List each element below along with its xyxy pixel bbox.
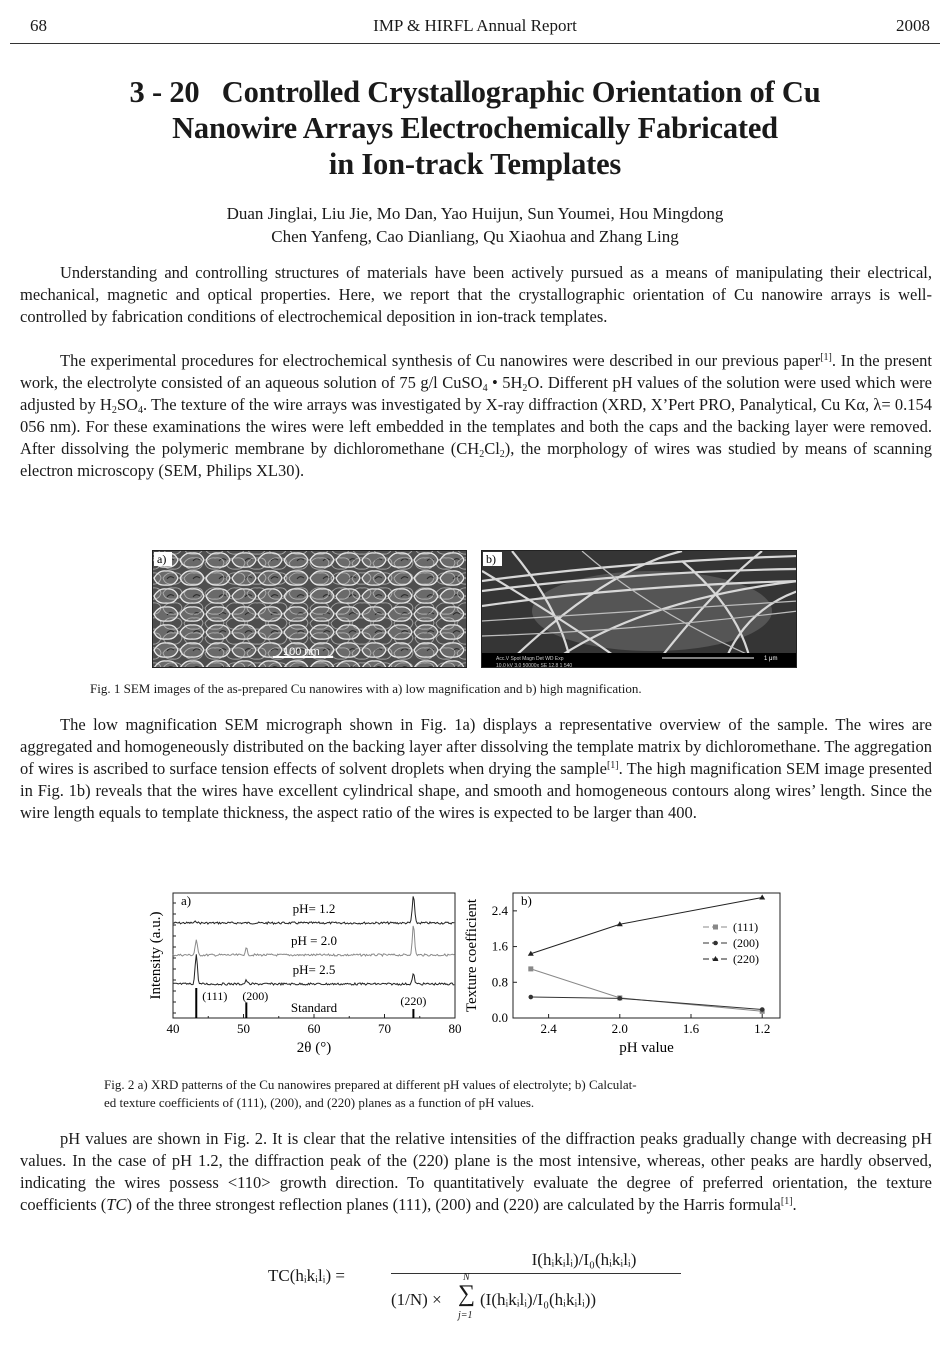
panel-label-b: b) <box>483 552 502 566</box>
x-tick-label: 2.4 <box>540 1021 557 1036</box>
x-tick-label: 40 <box>166 1021 180 1036</box>
paragraph-text: ) of the three strongest reflection planes (111), (200) and (220) are calculated by the Harris formula <box>126 1195 781 1214</box>
texture-coefficient-chart <box>460 885 790 1060</box>
citation-ref[interactable]: [1] <box>606 760 619 771</box>
formula-lhs: TC(hᵢkᵢlᵢ) = <box>268 1266 345 1285</box>
sem-image-high-magnification <box>481 550 797 668</box>
peak-label: (111) <box>202 989 228 1003</box>
data-point-triangle <box>759 894 765 899</box>
sem-image-low-magnification <box>152 550 467 668</box>
figure1-caption: Fig. 1 SEM images of the as-prepared Cu nanowires with a) low magnification and b) high magnification. <box>90 681 642 696</box>
data-point-circle <box>760 1007 765 1012</box>
paragraph-text: . <box>792 1195 797 1214</box>
article-title <box>0 74 950 182</box>
paragraph-text: pH values are shown in Fig. 2. It is clear that the relative intensities of the diffraction peaks gradually change with decreasing pH values. In the case of pH 1.2, the diffraction peak of the (220) plane is the most intensive, whereas, other peaks are hardly observed, indicating the wires possess <110> growth direction. To quantitatively evaluate the degree of preferred orientation, the texture coefficients ( <box>20 1129 932 1214</box>
scale-bar-label: 100 nm <box>283 646 320 658</box>
fraction-bar <box>391 1273 681 1274</box>
data-point-square <box>528 966 533 971</box>
panel-label-a: a) <box>154 552 172 566</box>
x-axis-label: pH value <box>619 1040 674 1056</box>
x-tick-label: 1.2 <box>754 1021 771 1036</box>
paragraph-text: • 5H <box>487 373 523 392</box>
caption-line: Fig. 2 a) XRD patterns of the Cu nanowires prepared at different pH values of electrolyte; b) Calculat- <box>104 1077 637 1092</box>
data-point-circle <box>618 996 623 1001</box>
y-axis-label: Texture coefficient <box>464 898 480 1013</box>
paragraph-text: . In the present work, the electrolyte consisted of an aqueous solution of 75 g/l CuSO <box>20 351 932 392</box>
caption-line: ed texture coefficients of (111), (200), and (220) planes as a function of pH values. <box>104 1095 535 1110</box>
series-line <box>531 969 762 1011</box>
cell-network-pattern <box>153 551 467 668</box>
data-point-circle <box>529 995 534 1000</box>
x-tick-label: 50 <box>237 1021 250 1036</box>
series-label: pH= 2.5 <box>292 962 336 977</box>
formula-denominator-prefix: (1/N) × <box>391 1290 442 1309</box>
paragraph-text: TC <box>106 1195 127 1214</box>
paragraph-methods <box>20 350 932 482</box>
citation-ref[interactable]: [1] <box>820 352 832 363</box>
x-tick-label: 60 <box>307 1021 321 1036</box>
series-line <box>531 897 762 953</box>
data-point-square <box>713 925 718 930</box>
peak-label: (200) <box>242 989 269 1003</box>
paragraph-text: O. Different pH values of the solution were used which were adjusted by H <box>20 373 932 414</box>
running-header <box>20 16 930 42</box>
series-label: pH= 1.2 <box>292 901 336 916</box>
subscript: 4 <box>137 405 143 416</box>
paragraph-text: . The texture of the wire arrays was investigated by X-ray diffraction (XRD, X’Pert PRO, Panalytical, Cu Kα, λ= 0.154 056 nm). For these examinations the wires were left embedded in the templates and both the caps and the backing layer were removed. After dissolving the polymeric membrane by dichloromethane (CH <box>20 395 933 458</box>
data-point-circle <box>713 941 718 946</box>
y-tick-label: 0.8 <box>491 974 508 990</box>
sum-upper-limit: N <box>463 1272 470 1283</box>
panel-label: b) <box>521 893 532 908</box>
page-number: 68 <box>30 16 47 35</box>
y-tick-label: 2.4 <box>491 902 508 918</box>
legend-label: (220) <box>733 952 759 966</box>
peak-label: (220) <box>400 994 427 1008</box>
x-tick-label: 2.0 <box>611 1021 628 1036</box>
figure2-caption <box>104 1076 637 1112</box>
subscript: 2 <box>111 405 117 416</box>
paragraph-text: . The high magnification SEM image presented in Fig. 1b) reveals that the wires have excellent cylindrical shape, and smooth and homogeneous contours along wires’ length. Since the wire length equals to template thickness, the aspect ratio of the wires is expected to be larger than 400. <box>20 759 932 822</box>
xrd-chart <box>140 885 470 1060</box>
year: 2008 <box>896 16 930 35</box>
paragraph-text: SO <box>116 395 138 414</box>
y-tick-label: 1.6 <box>491 938 508 954</box>
author-list <box>0 202 950 248</box>
sem-info-line: 10.0 kV 3.0 50000x SE 12.8 1 540 <box>496 663 573 668</box>
paragraph-sem-results <box>20 714 932 824</box>
sum-symbol: ∑ <box>458 1281 476 1307</box>
author-line: Duan Jinglai, Liu Jie, Mo Dan, Yao Huijun, Sun Youmei, Hou Mingdong <box>226 204 724 223</box>
scale-bar-label: 1 μm <box>764 656 778 662</box>
x-tick-label: 80 <box>448 1021 462 1036</box>
x-tick-label: 70 <box>378 1021 391 1036</box>
paragraph-text: Cl <box>484 439 500 458</box>
subscript: 4 <box>482 383 488 394</box>
x-tick-label: 1.6 <box>682 1021 700 1036</box>
running-title: IMP & HIRFL Annual Report <box>373 16 577 35</box>
sem-info-line: Acc.V Spot Magn Det WD Exp <box>496 656 564 662</box>
paragraph-text: The experimental procedures for electrochemical synthesis of Cu nanowires were described in our previous paper <box>60 351 821 370</box>
header-rule <box>10 43 940 44</box>
subscript: 2 <box>499 449 505 460</box>
subscript: 2 <box>479 449 485 460</box>
nanowire-pattern <box>482 551 797 668</box>
legend-label: (111) <box>733 920 759 934</box>
paragraph-xrd-results <box>20 1128 932 1216</box>
legend-label: (200) <box>733 936 759 950</box>
citation-ref[interactable]: [1] <box>780 1196 793 1207</box>
sum-lower-limit: j=1 <box>458 1310 473 1321</box>
xrd-chart-svg <box>140 885 470 1060</box>
y-axis-label: Intensity (a.u.) <box>148 911 164 1000</box>
paragraph-text: Understanding and controlling structures of materials have been actively pursued as a means of manipulating their electrical, mechanical, magnetic and optical properties. Here, we report that the crystallographic orientation of Cu nanowire arrays is well-controlled by fabrication conditions of electrochemical deposition in ion-track templates. <box>20 263 932 326</box>
title-line: Nanowire Arrays Electrochemically Fabricated <box>172 111 778 145</box>
paragraph-text: ), the morphology of wires was studied by means of scanning electron microscopy (SEM, Philips XL30). <box>20 439 932 480</box>
texture-chart-svg <box>460 885 790 1060</box>
paragraph-intro <box>20 262 932 328</box>
panel-label: a) <box>181 893 192 908</box>
title-line: 3 - 20 Controlled Crystallographic Orientation of Cu <box>129 75 821 109</box>
author-line: Chen Yanfeng, Cao Dianliang, Qu Xiaohua and Zhang Ling <box>271 227 679 246</box>
formula-denominator-body: (I(hᵢkᵢlᵢ)/I₀(hᵢkᵢlᵢ)) <box>480 1290 597 1309</box>
title-line: in Ion-track Templates <box>328 147 622 181</box>
subscript: 2 <box>522 383 528 394</box>
series-label: Standard <box>290 1000 338 1015</box>
series-label: pH = 2.0 <box>291 933 337 948</box>
formula-numerator: I(hᵢkᵢlᵢ)/I₀(hᵢkᵢlᵢ) <box>531 1250 637 1269</box>
y-tick-label: 0.0 <box>491 1010 508 1025</box>
x-axis-label: 2θ (°) <box>296 1040 332 1056</box>
paragraph-text: The low magnification SEM micrograph shown in Fig. 1a) displays a representative overview of the sample. The wires are aggregated and homogeneously distributed on the backing layer after dissolving the template matrix by dichloromethane. The aggregation of wires is ascribed to surface tension effects of solvent droplets when drying the sample <box>20 715 932 778</box>
